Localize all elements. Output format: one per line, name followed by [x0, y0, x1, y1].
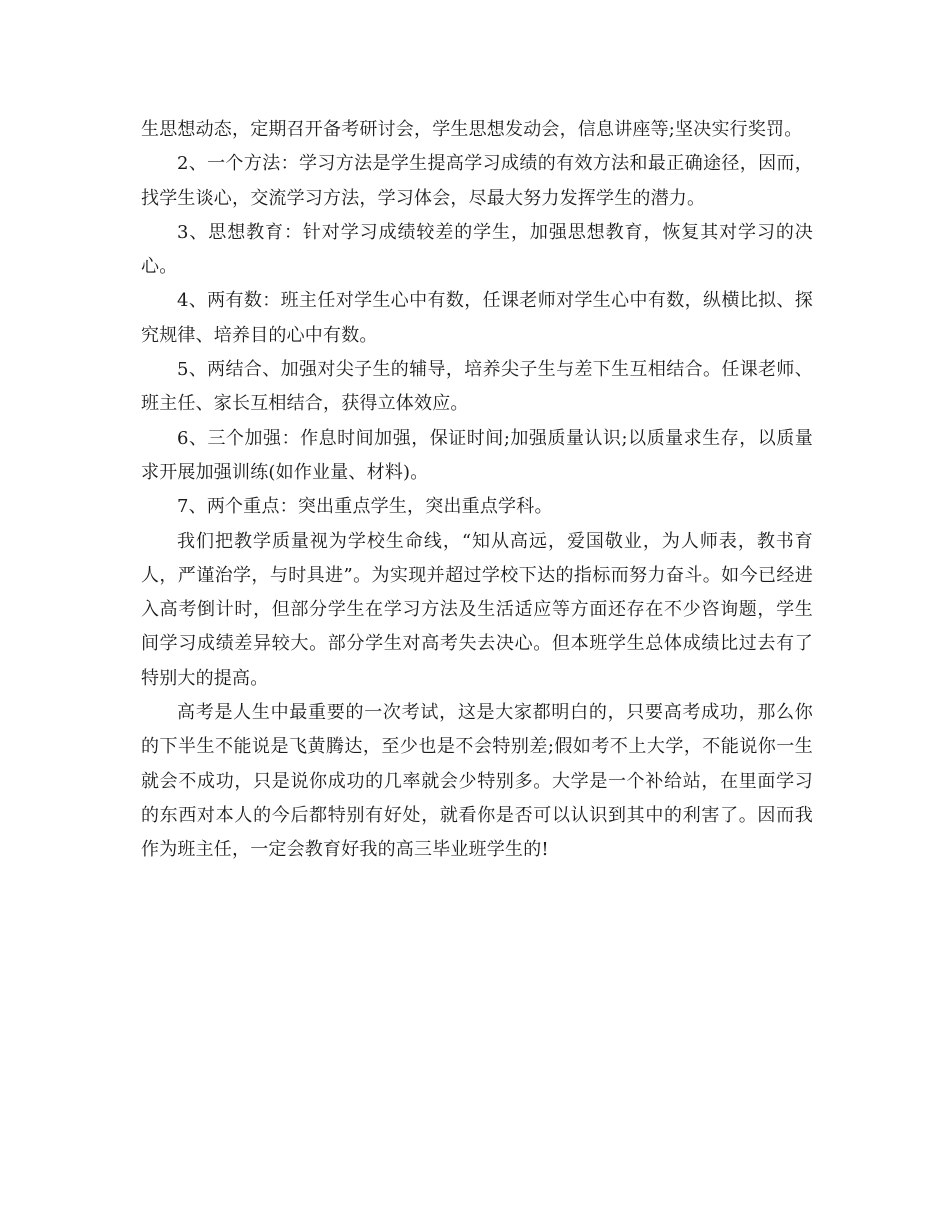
paragraph-continuation: 生思想动态，定期召开备考研讨会，学生思想发动会，信息讲座等;坚决实行奖罚。 — [141, 119, 803, 140]
paragraph-teaching-quality: 我们把教学质量视为学校生命线，“知从高远，爱国敬业，为人师表，教书育人，严谨治学，与时具进”。为实现并超过学校下达的指标而努力奋斗。如今已经进入高考倒计时，但部分学生在学习方法及生活适应等方面还存在不少咨询题，学生间学习成绩差异较大。部分学生对高考失去决心。但本班学生总体成绩比过去有了特别大的提高。 — [141, 530, 813, 689]
paragraph-gaokao: 高考是人生中最重要的一次考试，这是大家都明白的，只要高考成功，那么你的下半生不能说是飞黄腾达，至少也是不会特别差;假如考不上大学，不能说你一生就会不成功，只是说你成功的几率就会少特别多。大学是一个补给站，在里面学习的东西对本人的今后都特别有好处，就看你是否可以认识到其中的利害了。因而我作为班主任，一定会教育好我的高三毕业班学生的! — [141, 702, 813, 861]
paragraph-item-3: 3、思想教育：针对学习成绩较差的学生，加强思想教育，恢复其对学习的决心。 — [141, 221, 813, 278]
paragraph-item-2: 2、一个方法：学习方法是学生提高学习成绩的有效方法和最正确途径，因而，找学生谈心，交流学习方法，学习体会，尽最大努力发挥学生的潜力。 — [141, 153, 813, 209]
paragraph-item-5: 5、两结合、加强对尖子生的辅导，培养尖子生与差下生互相结合。任课老师、班主任、家长互相结合，获得立体效应。 — [141, 359, 813, 415]
paragraph-item-6: 6、三个加强：作息时间加强，保证时间;加强质量认识;以质量求生存，以质量求开展加强训练(如作业量、材料)。 — [141, 427, 813, 483]
document-body — [141, 113, 813, 868]
paragraph-item-4: 4、两有数：班主任对学生心中有数，任课老师对学生心中有数，纵横比拟、探究规律、培养目的心中有数。 — [141, 290, 813, 346]
paragraph-item-7: 7、两个重点：突出重点学生，突出重点学科。 — [177, 496, 553, 518]
